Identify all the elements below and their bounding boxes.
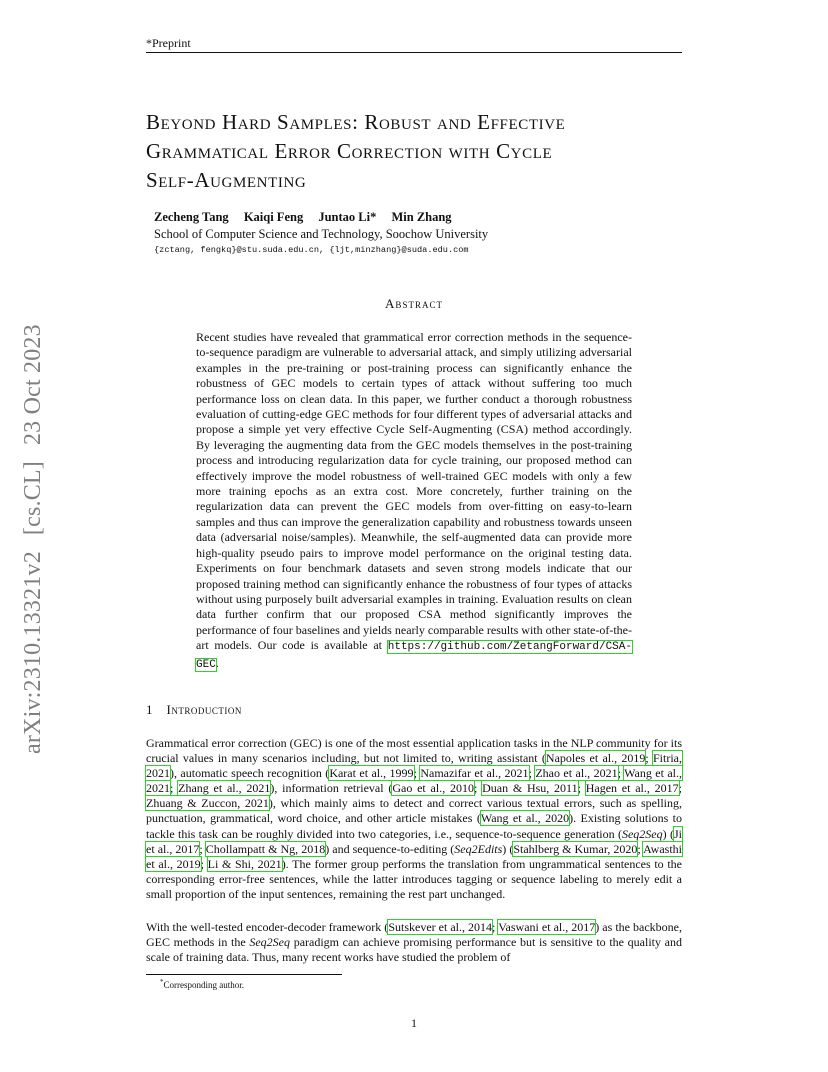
text: ; bbox=[473, 781, 483, 796]
title-line-2: Grammatical Error Correction with Cycle bbox=[146, 139, 553, 163]
text: ; bbox=[492, 920, 499, 934]
abstract-heading: Abstract bbox=[385, 296, 443, 311]
text: ), which mainly aims to detect and correct various textual errors, such as spelling, punctuation, grammatical, word choice, and other article mistakes ( bbox=[146, 796, 682, 826]
arxiv-stamp bbox=[20, 294, 50, 754]
arxiv-category: [cs.CL] bbox=[20, 461, 46, 536]
author: Juntao Li* bbox=[318, 210, 377, 224]
author-list bbox=[154, 210, 674, 225]
citation-link[interactable]: Karat et al., 1999 bbox=[329, 766, 414, 781]
section-title: Introduction bbox=[166, 702, 242, 717]
arxiv-date: 23 Oct 2023 bbox=[20, 324, 46, 446]
text: Grammatical error correction (GEC) is one of the most essential application tasks in the NLP community for its crucial values in many scenarios including, but not limited to, writing assistant ( bbox=[146, 736, 682, 766]
citation-link[interactable]: Wang et al., 2020 bbox=[480, 811, 570, 826]
author: Zecheng Tang bbox=[154, 210, 229, 224]
author: Min Zhang bbox=[391, 210, 452, 224]
abstract-body bbox=[196, 330, 632, 673]
text: ; bbox=[170, 781, 179, 796]
citation-link[interactable]: Duan & Hsu, 2011 bbox=[482, 781, 578, 796]
paper-title bbox=[146, 108, 686, 195]
intro-paragraph-2 bbox=[146, 920, 682, 965]
affiliation: School of Computer Science and Technology, Soochow University bbox=[154, 227, 489, 241]
citation-link[interactable]: Namazifar et al., 2021 bbox=[420, 766, 529, 781]
italic-term: Seq2Edits bbox=[454, 841, 503, 856]
citation-link[interactable]: Vaswani et al., 2017 bbox=[498, 920, 596, 934]
text: ; bbox=[617, 766, 625, 781]
code-link[interactable]: https://github.com/ZetangForward/CSA-GEC bbox=[196, 641, 632, 671]
title-line-1: Beyond Hard Samples: Robust and Effective bbox=[146, 110, 566, 134]
abstract-end: . bbox=[215, 655, 219, 670]
citation-link[interactable]: Hagen et al., 2017 bbox=[585, 781, 679, 796]
header-rule bbox=[146, 52, 682, 53]
text: ; bbox=[200, 856, 208, 871]
citation-link[interactable]: Zhuang & Zuccon, 2021 bbox=[146, 796, 269, 811]
text: ; bbox=[637, 841, 644, 856]
text: ; bbox=[577, 781, 586, 796]
text: ; bbox=[199, 841, 206, 856]
text: ), information retrieval ( bbox=[270, 781, 393, 796]
text: ) ( bbox=[662, 826, 674, 841]
citation-link[interactable]: Wang et al., 2021 bbox=[146, 766, 683, 796]
text: ; bbox=[413, 766, 421, 781]
page-number: 1 bbox=[411, 1016, 417, 1030]
abstract-text: Recent studies have revealed that grammatical error correction methods in the sequence-to-sequence paradigm are vulnerable to adversarial attack, and simply utilizing adversarial examples in the pre-training or post-training process can significantly enhance the robustness of GEC models to certain types of attack without suffering too much performance loss on clean data. In this paper, we further conduct a thorough robustness evaluation of cutting-edge GEC methods for four different types of adversarial attacks and propose a simple yet very effective Cycle Self-Augmenting (CSA) method accordingly. By leveraging the augmenting data from the GEC models themselves in the post-training process and introducing regularization data for cycle training, our proposed method can effectively improve the model robustness of well-trained GEC models with only a few more training epochs as an extra cost. More concretely, further training on the regularization data can prevent the GEC models from over-fitting on easy-to-learn samples and thus can improve the generalization capability and robustness towards unseen data (adversarial noise/samples). Meanwhile, the self-augmented data can provide more high-quality pseudo pairs to improve model performance on the original testing data. Experiments on four benchmark datasets and seven strong models indicate that our proposed training method can significantly enhance the robustness of four types of attacks without using purposely built adversarial examples in training. Evaluation results on clean data further confirm that our proposed CSA method significantly improves the performance of four baselines and yields nearly comparable results with other state-of-the-art models. Our code is available at bbox=[196, 330, 632, 653]
author: Kaiqi Feng bbox=[243, 210, 304, 224]
text: ), automatic speech recognition ( bbox=[170, 766, 330, 781]
text: ) as the backbone, GEC methods in the bbox=[146, 920, 682, 950]
footnote-mark: * bbox=[160, 978, 164, 986]
citation-link[interactable]: Li & Shi, 2021 bbox=[207, 856, 282, 871]
text: ; bbox=[678, 781, 683, 796]
citation-link[interactable]: Sutskever et al., 2014 bbox=[388, 920, 493, 934]
citation-link[interactable]: Gao et al., 2010 bbox=[392, 781, 474, 796]
footnote bbox=[160, 978, 244, 990]
intro-paragraph-1 bbox=[146, 736, 682, 902]
arxiv-id: arXiv:2310.13321v2 bbox=[20, 551, 46, 754]
text: ; bbox=[645, 751, 653, 766]
preprint-header: *Preprint bbox=[146, 36, 191, 50]
author-emails: {zctang, fengkq}@stu.suda.edu.cn, {ljt,minzhang}@suda.edu.com bbox=[154, 245, 469, 255]
citation-link[interactable]: Stahlberg & Kumar, 2020 bbox=[513, 841, 638, 856]
italic-term: Seq2Seq bbox=[621, 826, 663, 841]
citation-link[interactable]: Zhang et al., 2021 bbox=[178, 781, 271, 796]
citation-link[interactable]: Chollampatt & Ng, 2018 bbox=[205, 841, 326, 856]
footnote-text: Corresponding author. bbox=[163, 980, 244, 990]
citation-link[interactable]: Ji et al., 2017 bbox=[146, 826, 682, 856]
citation-link[interactable]: Fitria, 2021 bbox=[146, 751, 682, 781]
text: ). Existing solutions to tackle this task can be roughly divided into two categories, i.e., sequence-to-sequence generation ( bbox=[146, 811, 682, 841]
title-line-3: Self-Augmenting bbox=[146, 168, 307, 192]
text: paradigm can achieve promising performance but is sensitive to the quality and scale of training data. Thus, many recent works have studied the problem of bbox=[146, 935, 682, 965]
section-number: 1 bbox=[146, 702, 153, 717]
text: ). The former group performs the translation from ungrammatical sentences to the corresponding error-free sentences, while the latter introduces tagging or sequence labeling to merely edit a small proportion of the input sentences, remaining the rest part unchanged. bbox=[146, 856, 682, 901]
italic-term: Seq2Seq bbox=[249, 935, 291, 950]
text: ; bbox=[528, 766, 536, 781]
text: With the well-tested encoder-decoder framework ( bbox=[146, 920, 389, 934]
section-heading bbox=[146, 702, 242, 718]
citation-link[interactable]: Zhao et al., 2021 bbox=[535, 766, 618, 781]
text: ) and sequence-to-editing ( bbox=[325, 841, 455, 856]
citation-link[interactable]: Awasthi et al., 2019 bbox=[146, 841, 682, 871]
text: ) ( bbox=[502, 841, 514, 856]
footnote-rule bbox=[146, 974, 342, 975]
citation-link[interactable]: Napoles et al., 2019 bbox=[545, 751, 646, 766]
